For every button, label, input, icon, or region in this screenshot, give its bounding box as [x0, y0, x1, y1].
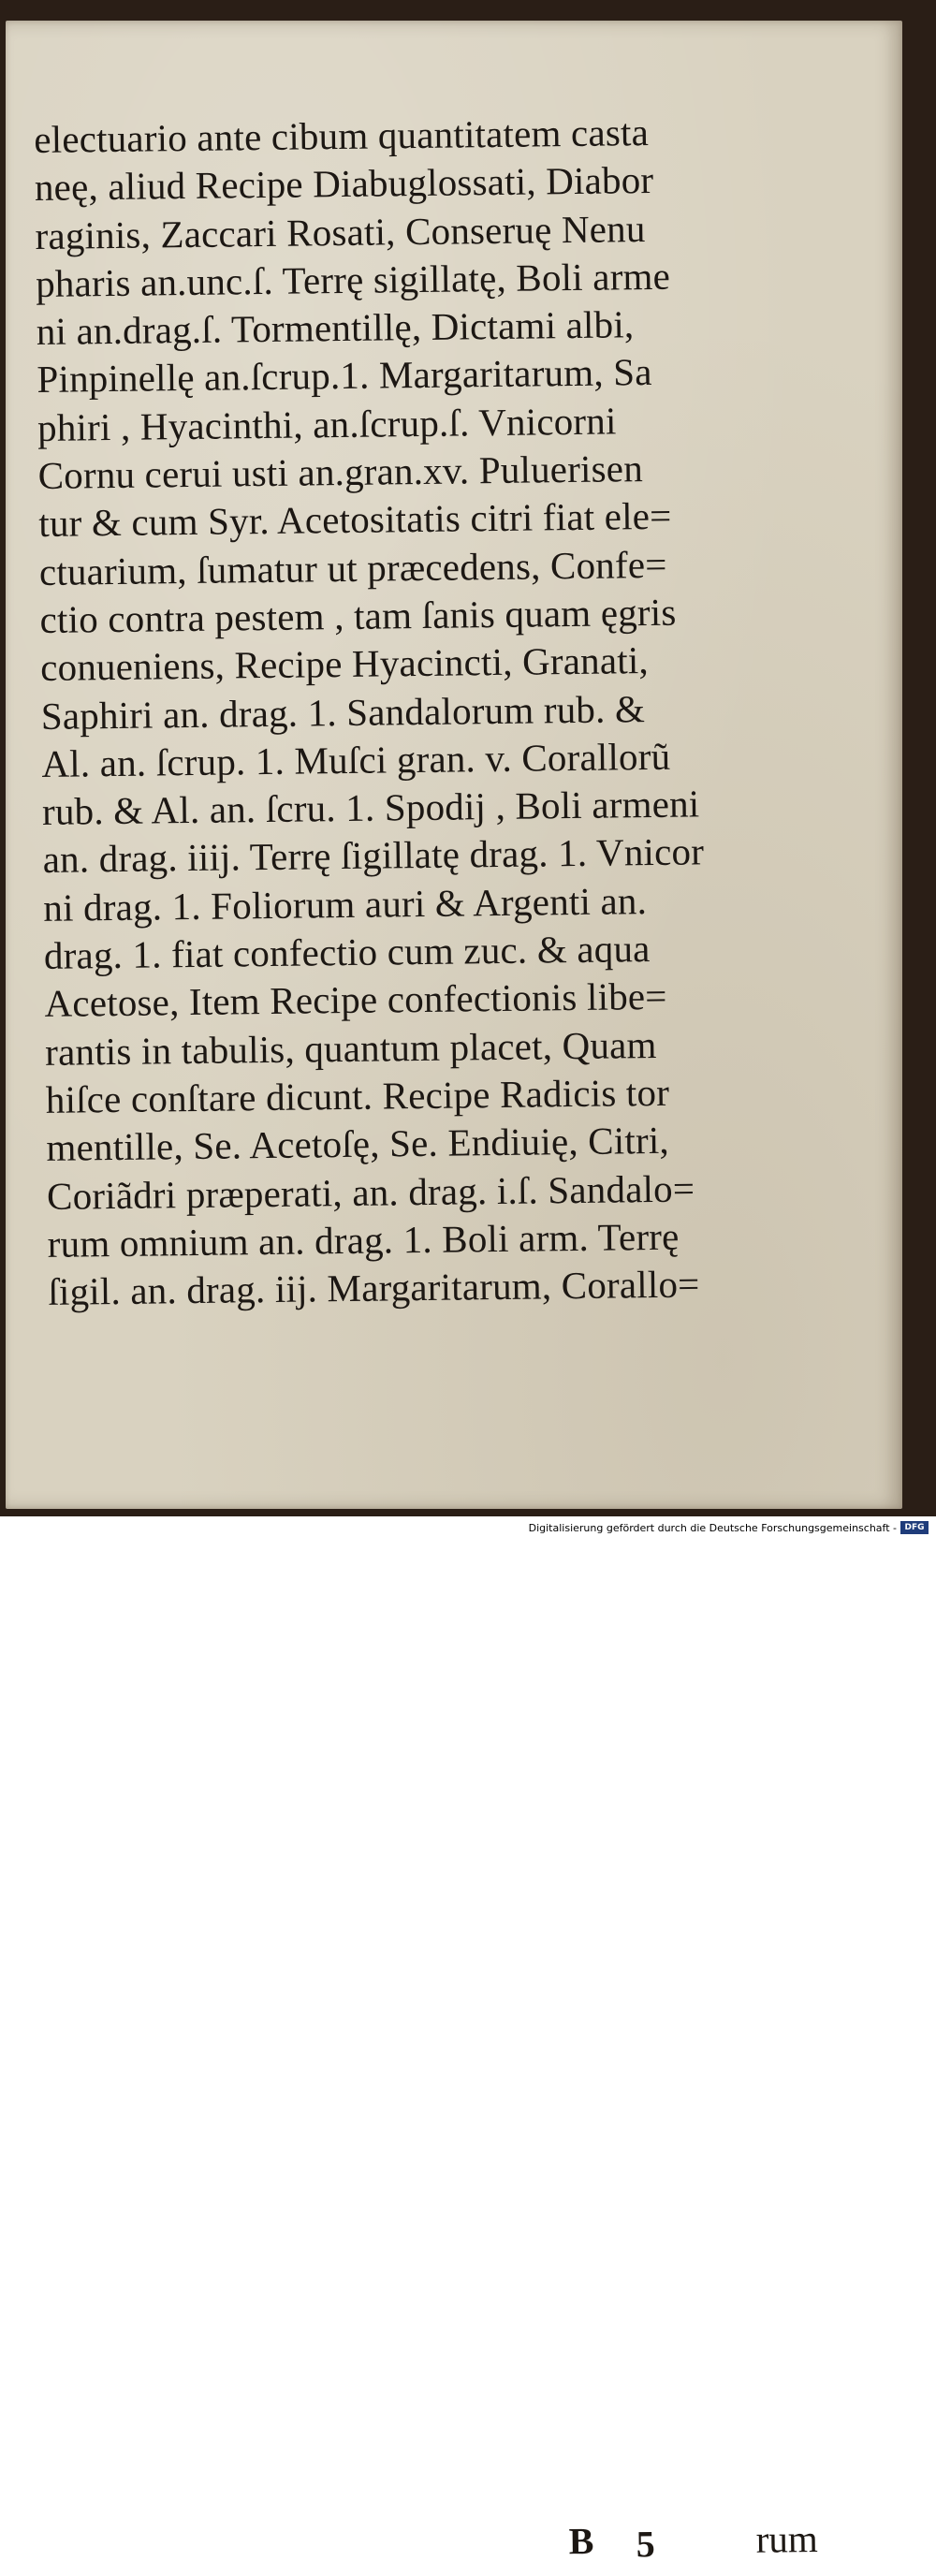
signature-number: 5: [636, 2523, 656, 2566]
signature-mark: B: [568, 2519, 594, 2563]
dfg-logo: DFG: [900, 1521, 929, 1534]
text-line: ni drag. 1. Foliorum auri & Argenti an.: [43, 878, 648, 929]
text-line: rantis in tabulis, quantum placet, Quam: [44, 1022, 657, 1074]
text-line: neę, aliud Recipe Diabuglossati, Diabor: [34, 158, 654, 210]
text-line: an. drag. iiij. Terrę ſigillatę drag. 1. Vnicor: [42, 829, 705, 882]
text-line: Saphiri an. drag. 1. Sandalorum rub. &: [40, 686, 646, 738]
text-line: Al. an. ſcrup. 1. Muſci gran. v. Corallorũ: [41, 734, 671, 785]
text-line: mentille, Se. Acetoſę, Se. Endiuię, Citri,: [46, 1119, 670, 1170]
text-line: Cornu cerui usti an.gran.xv. Puluerisen: [37, 446, 644, 498]
text-line: Coriãdri præperati, an. drag. i.ſ. Sandalo=: [46, 1165, 695, 1218]
text-line: ctio contra pestem , tam ſanis quam ęgris: [39, 590, 677, 641]
text-line: Acetose, Item Recipe confectionis libe=: [44, 974, 667, 1026]
text-line: pharis an.unc.ſ. Terrę sigillatę, Boli arme: [35, 254, 671, 305]
text-line: hiſce conſtare dicunt. Recipe Radicis tor: [45, 1070, 670, 1121]
text-line: rum omnium an. drag. 1. Boli arm. Terrę: [47, 1214, 680, 1266]
footer-credit: Digitalisierung gefördert durch die Deutsche Forschungsgemeinschaft -: [528, 1522, 897, 1534]
text-line: ſigil. an. drag. iij. Margaritarum, Corallo=: [48, 1262, 700, 1314]
catchword: rum: [755, 2516, 819, 2561]
text-line: phiri , Hyacinthi, an.ſcrup.ſ. Vnicorni: [37, 399, 617, 449]
text-line: ni an.drag.ſ. Tormentillę, Dictami albi,: [36, 302, 635, 354]
text-line: electuario ante cibum quantitatem casta: [34, 110, 650, 161]
text-line: tur & cum Syr. Acetositatis citri fiat ele=: [38, 494, 672, 546]
text-line: raginis, Zaccari Rosati, Conseruę Nenu: [35, 206, 646, 257]
text-line: Pinpinellę an.ſcrup.1. Margaritarum, Sa: [37, 350, 652, 402]
text-line: rub. & Al. an. ſcru. 1. Spodij , Boli armeni: [41, 782, 700, 834]
text-line: ctuarium, ſumatur ut præcedens, Confe=: [38, 542, 667, 593]
text-line: conueniens, Recipe Hyacincti, Granati,: [39, 638, 650, 690]
text-line: drag. 1. fiat confectio cum zuc. & aqua: [43, 927, 651, 977]
